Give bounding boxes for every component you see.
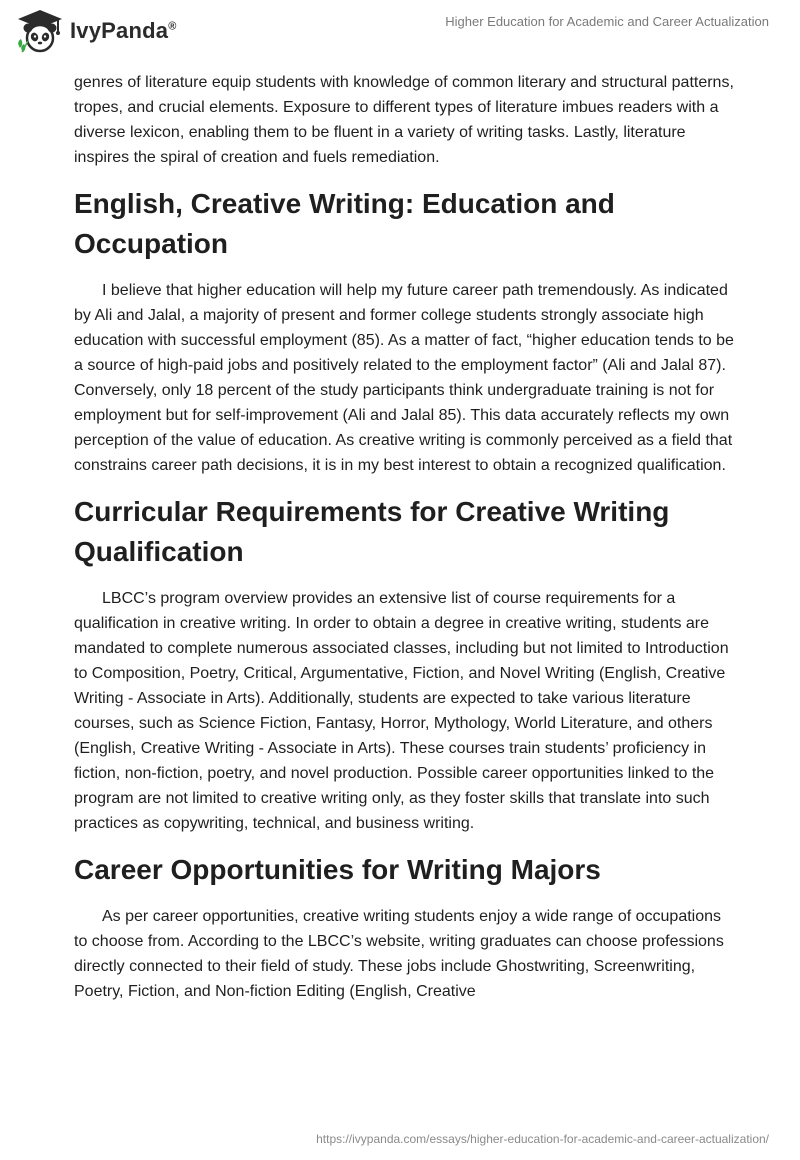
intro-paragraph: genres of literature equip students with knowledge of common literary and structural patterns, tropes, and crucial elements. Exposure to different types of literature imbues readers with a diverse lexicon, enabling them to be fluent in a variety of writing tasks. Lastly, literature inspires the spiral of creation and fuels remediation. (74, 74, 734, 166)
section-heading-education-occupation: English, Creative Writing: Education and Occupation (74, 188, 615, 259)
page-header (0, 0, 800, 72)
logo-name: IvyPanda (70, 18, 169, 43)
source-url[interactable]: https://ivypanda.com/essays/higher-education-for-academic-and-career-actualization/ (316, 1132, 769, 1146)
section-heading-career-opportunities: Career Opportunities for Writing Majors (74, 854, 601, 885)
section-heading-curricular-requirements: Curricular Requirements for Creative Writing Qualification (74, 496, 670, 567)
essay-content (74, 70, 734, 1004)
logo-wordmark (70, 18, 177, 44)
document-title: Higher Education for Academic and Career Actualization (445, 14, 769, 29)
panda-graduation-cap-icon (14, 8, 66, 54)
section-paragraph-career-opportunities: As per career opportunities, creative writing students enjoy a wide range of occupations to choose from. According to the LBCC’s website, writing graduates can choose professions directly connected to their field of study. These jobs include Ghostwriting, Screenwriting, Poetry, Fiction, and Non-fiction Editing (English, Creative (74, 908, 724, 1000)
section-paragraph-education-occupation: I believe that higher education will help my future career path tremendously. As indicated by Ali and Jalal, a majority of present and former college students strongly associate high education with successful employment (85). As a matter of fact, “higher education tends to be a source of high-paid jobs and positively related to the employment factor” (Ali and Jalal 87). Conversely, only 18 percent of the study participants think undergraduate training is not for employment but for self-improvement (Ali and Jalal 85). This data accurately reflects my own perception of the value of education. As creative writing is commonly perceived as a field that constrains career path decisions, it is in my best interest to obtain a recognized qualification. (74, 282, 734, 474)
ivypanda-logo[interactable] (14, 8, 177, 54)
logo-registered-mark: ® (168, 20, 177, 33)
section-paragraph-curricular-requirements: LBCC’s program overview provides an extensive list of course requirements for a qualification in creative writing. In order to obtain a degree in creative writing, students are mandated to complete numerous associated classes, including but not limited to Introduction to Composition, Poetry, Critical, Argumentative, Fiction, and Novel Writing (English, Creative Writing - Associate in Arts). Additionally, students are expected to take various literature courses, such as Science Fiction, Fantasy, Horror, Mythology, World Literature, and others (English, Creative Writing - Associate in Arts). These courses train students’ proficiency in fiction, non-fiction, poetry, and novel production. Possible career opportunities linked to the program are not limited to creative writing only, as they foster skills that translate into such practices as copywriting, technical, and business writing. (74, 590, 729, 832)
